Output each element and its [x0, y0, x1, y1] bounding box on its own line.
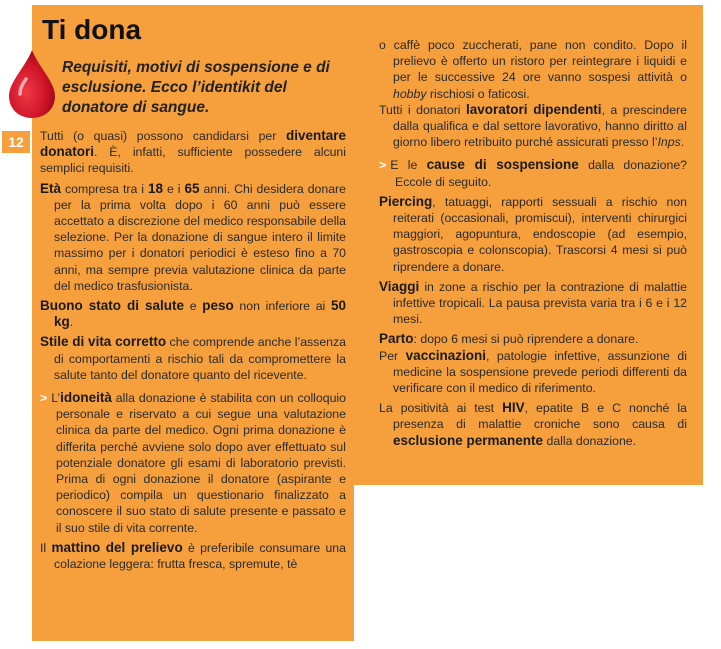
lavoratori-paragraph: Tutti i donatori lavoratori dipendenti, a prescindere dalla qualifica e dal settore lavorativo, hanno diritto al giorno libero retribuito purché assicurati presso l’Inps. [379, 101, 687, 150]
subtitle: Requisiti, motivi di sospensione e di esclusione. Ecco l’identikit del donatore di sangue. [62, 59, 330, 116]
viaggi-paragraph: Viaggi in zone a rischio per la contrazione di malattie infettive tropicali. La pausa prevista varia tra i 6 e i 12 mesi. [379, 278, 687, 327]
hiv-paragraph: La positività ai test HIV, epatite B e C nonché la presenza di malattie croniche sono causa di esclusione permanente dalla donazione. [379, 400, 688, 448]
page-number: 12 [2, 131, 30, 153]
piercing-paragraph: Piercing, tatuaggi, rapporti sessuali a rischio non reiterati (occasionali, promiscui), interventi chirurgici maggiori, agopuntura, endoscopie (ad esempio, gastroscopia e colonscopia). Trascorsi 4 mesi si può riprendere a donare. [379, 193, 687, 274]
parto-paragraph: Parto: dopo 6 mesi si può riprendere a donare. [379, 331, 639, 347]
salute-paragraph: Buono stato di salute e peso non inferiore ai 50 kg. [40, 298, 346, 330]
stile-paragraph: Stile di vita corretto che comprende anche l’assenza di comportamenti a rischio tali da compromettere la salute tanto del donatore quanto del ricevente. [40, 334, 346, 382]
mattino-continued: o caffè poco zuccherati, pane non condito. Dopo il prelievo è offerto un ristoro per reintegrare i liquidi e per le successive 24 ore vanno sospesi attività o hobby rischiosi o faticosi. [379, 38, 687, 101]
eta-paragraph: Età compresa tra i 18 e i 65 anni. Chi desidera donare per la prima volta dopo i 60 anni può essere accettato a discrezione del medico responsabile della selezione. Per la donazione di sangue intero il limite massimo per i donatori periodici è esteso fino a 70 anni, ma sempre previa valutazione clinica da parte del medico trasfusionista. [40, 180, 346, 293]
idoneita-paragraph: > L’idoneità alla donazione è stabilita con un colloquio personale e riservato a cui segue una valutazione clinica da parte del medico. Ogni prima donazione è differita perché avviene solo dopo aver effettuato sul potenziale donatore gli esami di laboratorio previsti. Prima di ogni donazione il donatore (aspirante e periodico) compila un questionario finalizzato a conoscere il suo stato di salute presente e passato e il suo stile di vita corrente. [40, 390, 346, 535]
page-title: Ti dona [42, 14, 142, 45]
bullet-arrow: > [40, 391, 48, 406]
intro-paragraph: Tutti (o quasi) possono candidarsi per diventare donatori. È, infatti, sufficiente possedere alcuni semplici requisiti. [40, 128, 346, 176]
right-column [379, 37, 687, 449]
mattino-paragraph: Il mattino del prelievo è preferibile consumare una colazione leggera: frutta fresca, spremute, tè [40, 539, 346, 572]
blood-drop-icon [6, 48, 58, 120]
bullet-arrow: > [379, 158, 387, 173]
left-column [40, 128, 346, 572]
vaccinazioni-paragraph: Per vaccinazioni, patologie infettive, assunzione di medicine la sospensione prevede periodi differenti da verificare con il medico di riferimento. [379, 347, 687, 396]
cause-paragraph: > E le cause di sospensione dalla donazione? Eccole di seguito. [379, 157, 687, 189]
